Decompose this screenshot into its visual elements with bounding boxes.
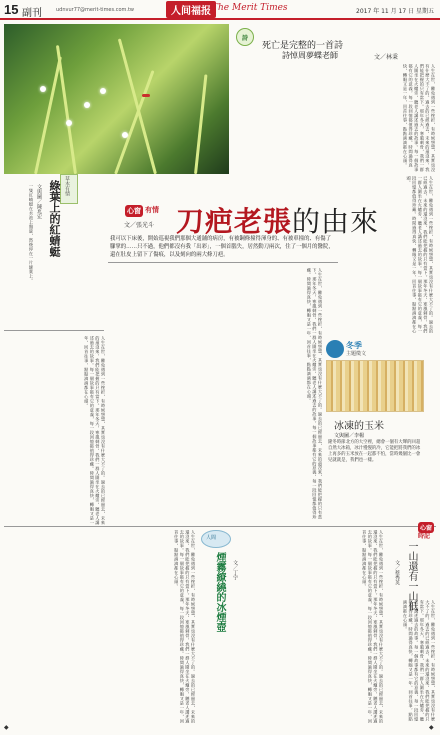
main-column-label: 有情: [145, 206, 159, 214]
mountain-label: 時記: [418, 533, 431, 540]
smoke-body: 人生在世，難免遇到一些挫折，有時候想想，其實也沒有什麼大不了的。過去的已經過去，未來的還沒來，我們能把握的只有當下。那年冬天，寒風刺骨，我們一群人圍坐在火爐旁，聽老人講述過去的故事。每一個故事都有它的意義，每一段回憶都值得珍藏。時間過得真快，轉眼又是一年，回首往事，點點滴滴都在心頭。: [362, 530, 384, 724]
poem-author: 文／林秉: [374, 54, 399, 61]
main-title-red: 刀疤老張: [176, 205, 293, 238]
mountain-title: 一山還有一山低: [406, 541, 417, 611]
mountain-badge: 心窗: [418, 522, 434, 533]
poem-title: 死亡是完整的一首詩: [262, 41, 344, 51]
main-story-body: 人生在世，難免遇到一些挫折，有時候想想，其實也沒有什麼大不了的。過去的已經過去，未來的還沒來，我們能把握的只有當下。那年冬天，寒風刺骨，我們一群人圍坐在火爐旁，聽老人講述過去的故事。每一個故事都有它的意義，每一段回憶都值得珍藏。時間過得真快，轉眼又是一年，回首往事，點點滴滴都在心頭。: [306, 268, 323, 520]
page-number: 15: [4, 2, 19, 17]
red-dragonfly-icon: [142, 94, 150, 97]
corner-diamond-icon: ◆: [4, 724, 9, 731]
poem-subtitle: 詩悼周夢蝶老師: [282, 51, 338, 60]
season-sub-label: 主題徵文: [346, 351, 367, 357]
mountain-author: 文／蔡秀英: [394, 560, 400, 585]
newspaper-logo: 人间福报: [166, 1, 216, 18]
issue-date: 2017 年 11 月 17 日 星期五: [356, 8, 434, 15]
dragonfly-photo: [4, 24, 229, 174]
smoke-title: 煙霧繚繞的冰煙壺: [214, 552, 225, 632]
intro-divider: [108, 262, 338, 263]
corn-feature: [326, 340, 426, 470]
mountain-body: 人生在世，難免遇到一些挫折，有時候想想，其實也沒有什麼大不了的。過去的已經過去，未來的還沒來，我們能把握的只有當下。那年冬天，寒風刺骨，我們一群人圍坐在火爐旁，聽老人講述過去的故事。每一個故事都有它的意義，每一段回憶都值得珍藏。時間過得真快，轉眼又是一年，回首往事，點點滴滴都在心頭。: [403, 600, 436, 722]
right-story-body: 人生在世，難免遇到一些挫折，有時候想想，其實也沒有什麼大不了的。過去的已經過去，未來的還沒來，我們能把握的只有當下。那年冬天，寒風刺骨，我們一群人圍坐在火爐旁，聽老人講述過去的故事。每一個故事都有它的意義，每一段回憶都值得珍藏。時間過得真快，轉眼又是一年，回首往事，點點滴滴都在心頭。: [406, 176, 434, 334]
corn-title: 冰凍的玉米: [334, 421, 384, 432]
poem-text: 人生在世，難免遇到一些挫折，有時候想想，其實也沒有什麼大不了的。過去的已經過去，未來的還沒來，我們能把握的只有當下。那年冬天，寒風刺骨，我們一群人圍坐在火爐旁，聽老人講述過去的故事。每一個故事都有它的意義，每一段回憶都值得珍藏。時間過得真快，轉眼又是一年，回首往事，點點滴滴都在心頭。: [403, 64, 436, 172]
left-story-title: 綠葉上的紅蜻蜓: [48, 180, 61, 257]
corn-author: 文與圖／李楊: [334, 433, 365, 439]
left-story-body: 人生在世，難免遇到一些挫折，有時候想想，其實也沒有什麼大不了的。過去的已經過去，未來的還沒來，我們能把握的只有當下。那年冬天，寒風刺骨，我們一群人圍坐在火爐旁，聽老人講述過去的故事。每一個故事都有它的意義，每一段回憶都值得珍藏。時間過得真快，轉眼又是一年，回首往事，點點滴滴都在心頭。: [84, 336, 106, 525]
corn-text: 隆冬時節北方的大空裡，總會一個有大聲的回超自然大冰箱，冰汁慢慢的冷，它能把將我們的冰上再多的玉米放在一起都不怕，當時幾個比一會兒就就是，我們也一樣。: [328, 440, 421, 463]
smoke-label: 人間: [206, 535, 217, 541]
main-title-plain: 的由來: [292, 205, 380, 238]
main-column-prefix: 心窗: [127, 207, 141, 215]
newspaper-logo-en: The Merit Times: [212, 3, 288, 13]
left-column-label: 草木有情: [64, 176, 70, 196]
main-story-author: 文／張光斗: [124, 222, 155, 229]
left-story-teaser: 一隻紅蜻蜓在水池上盤旋，然後停在一片綠葉上。: [29, 184, 34, 283]
season-label: 冬季: [346, 341, 362, 350]
corner-diamond-icon: ◆: [429, 724, 434, 731]
page-header: [0, 0, 440, 20]
left-story-author: 文與圖／陳兆宏: [36, 184, 42, 219]
contact-email[interactable]: udnvur77@merit-times.com.tw: [56, 7, 135, 13]
section-name: 副刊: [22, 8, 42, 19]
frozen-corn-photo: [326, 360, 424, 412]
divider: [4, 330, 104, 331]
poem-label: 詩: [242, 35, 249, 42]
lower-left-body: 人生在世，難免遇到一些挫折，有時候想想，其實也沒有什麼大不了的。過去的已經過去，未來的還沒來，我們能把握的只有當下。那年冬天，寒風刺骨，我們一群人圍坐在火爐旁，聽老人講述過去的故事。每一個故事都有它的意義，每一段回憶都值得珍藏。時間過得真快，轉眼又是一年，回首往事，點點滴滴都在心頭。: [174, 530, 196, 724]
winter-season-icon: [326, 340, 344, 358]
smoke-author: 文／丁宇: [232, 560, 238, 580]
main-story-intro: 我可以下床後，開始巡視我們那個大通舖的病房，有被鋼條撞得渾身的、有被車撞的、有傷了腳掌的……只不過，他們都沒有我「出彩」，一個首腦失，居然動刀兩次，住了一個月的醫院，還在肚皮上留下了傷痕，以及刻向的兩大條刀疤。: [110, 236, 334, 258]
lower-divider: [4, 526, 436, 527]
